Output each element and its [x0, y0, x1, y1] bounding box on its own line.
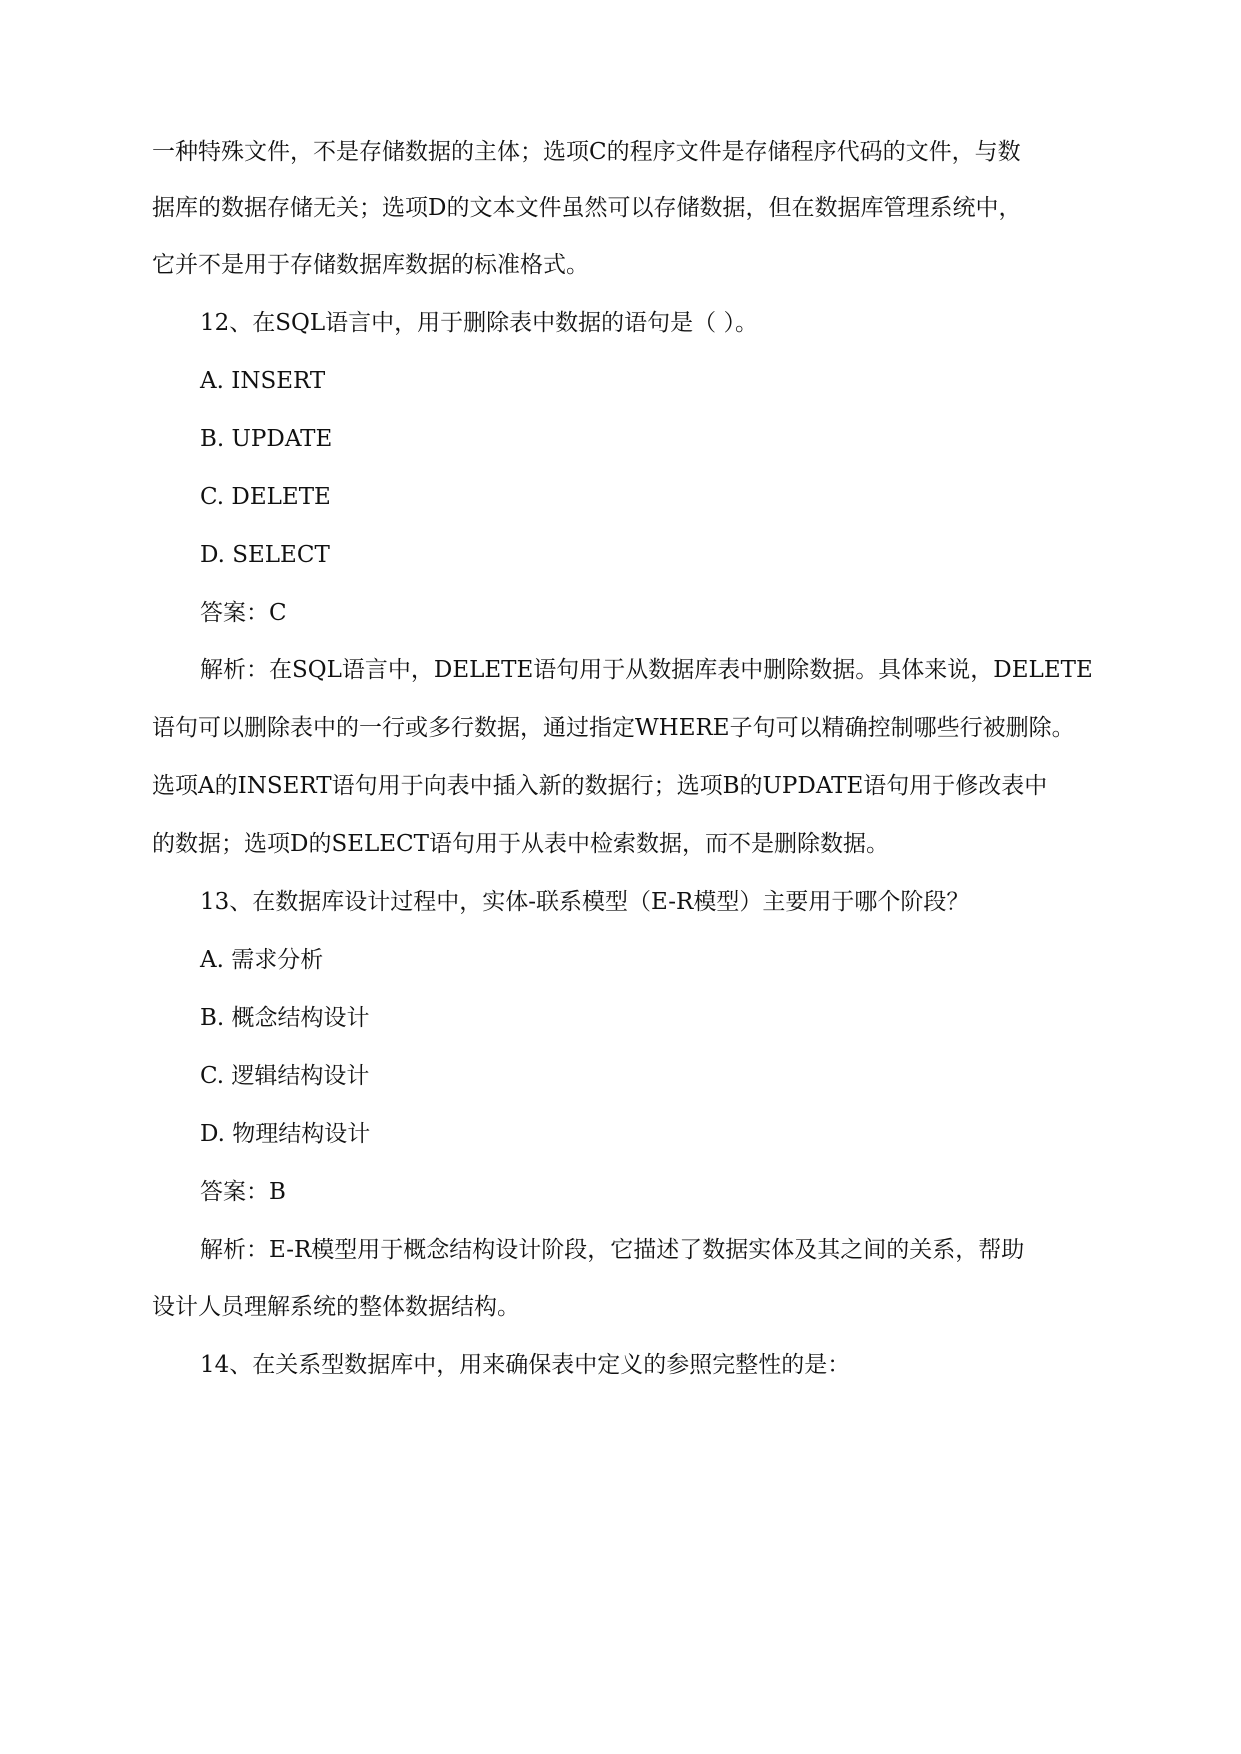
intro-line-1: 一种特殊文件，不是存储数据的主体；选项C的程序文件是存储程序代码的文件，与数: [152, 139, 1021, 165]
q12-analysis-line-3: 选项A的INSERT语句用于向表中插入新的数据行；选项B的UPDATE语句用于修改表中: [152, 773, 1048, 799]
question-14: 14、在关系型数据库中，用来确保表中定义的参照完整性的是：: [200, 1352, 851, 1378]
q13-option-a: A. 需求分析: [200, 947, 324, 973]
q12-option-d: D. SELECT: [200, 542, 330, 568]
q12-answer: 答案：C: [200, 600, 287, 626]
q12-analysis-line-1: 解析：在SQL语言中，DELETE语句用于从数据库表中删除数据。具体来说，DELETE: [200, 657, 1093, 683]
q12-option-a: A. INSERT: [200, 368, 326, 394]
q12-option-c: C. DELETE: [200, 484, 331, 510]
q13-analysis-line-1: 解析：E-R模型用于概念结构设计阶段，它描述了数据实体及其之间的关系，帮助: [200, 1237, 1025, 1263]
q13-analysis-line-2: 设计人员理解系统的整体数据结构。: [152, 1294, 520, 1320]
q12-option-b: B. UPDATE: [200, 426, 333, 452]
q13-option-b: B. 概念结构设计: [200, 1005, 370, 1031]
question-12: 12、在SQL语言中，用于删除表中数据的语句是（ ）。: [200, 310, 758, 336]
question-13: 13、在数据库设计过程中，实体-联系模型（E-R模型）主要用于哪个阶段？: [200, 889, 970, 915]
intro-line-2: 据库的数据存储无关；选项D的文本文件虽然可以存储数据，但在数据库管理系统中，: [152, 195, 1022, 221]
q12-analysis-line-2: 语句可以删除表中的一行或多行数据，通过指定WHERE子句可以精确控制哪些行被删除。: [152, 715, 1075, 741]
q13-option-d: D. 物理结构设计: [200, 1121, 371, 1147]
q12-analysis-line-4: 的数据；选项D的SELECT语句用于从表中检索数据，而不是删除数据。: [152, 831, 889, 857]
intro-line-3: 它并不是用于存储数据库数据的标准格式。: [152, 252, 589, 278]
q13-answer: 答案：B: [200, 1179, 286, 1205]
q13-option-c: C. 逻辑结构设计: [200, 1063, 370, 1089]
